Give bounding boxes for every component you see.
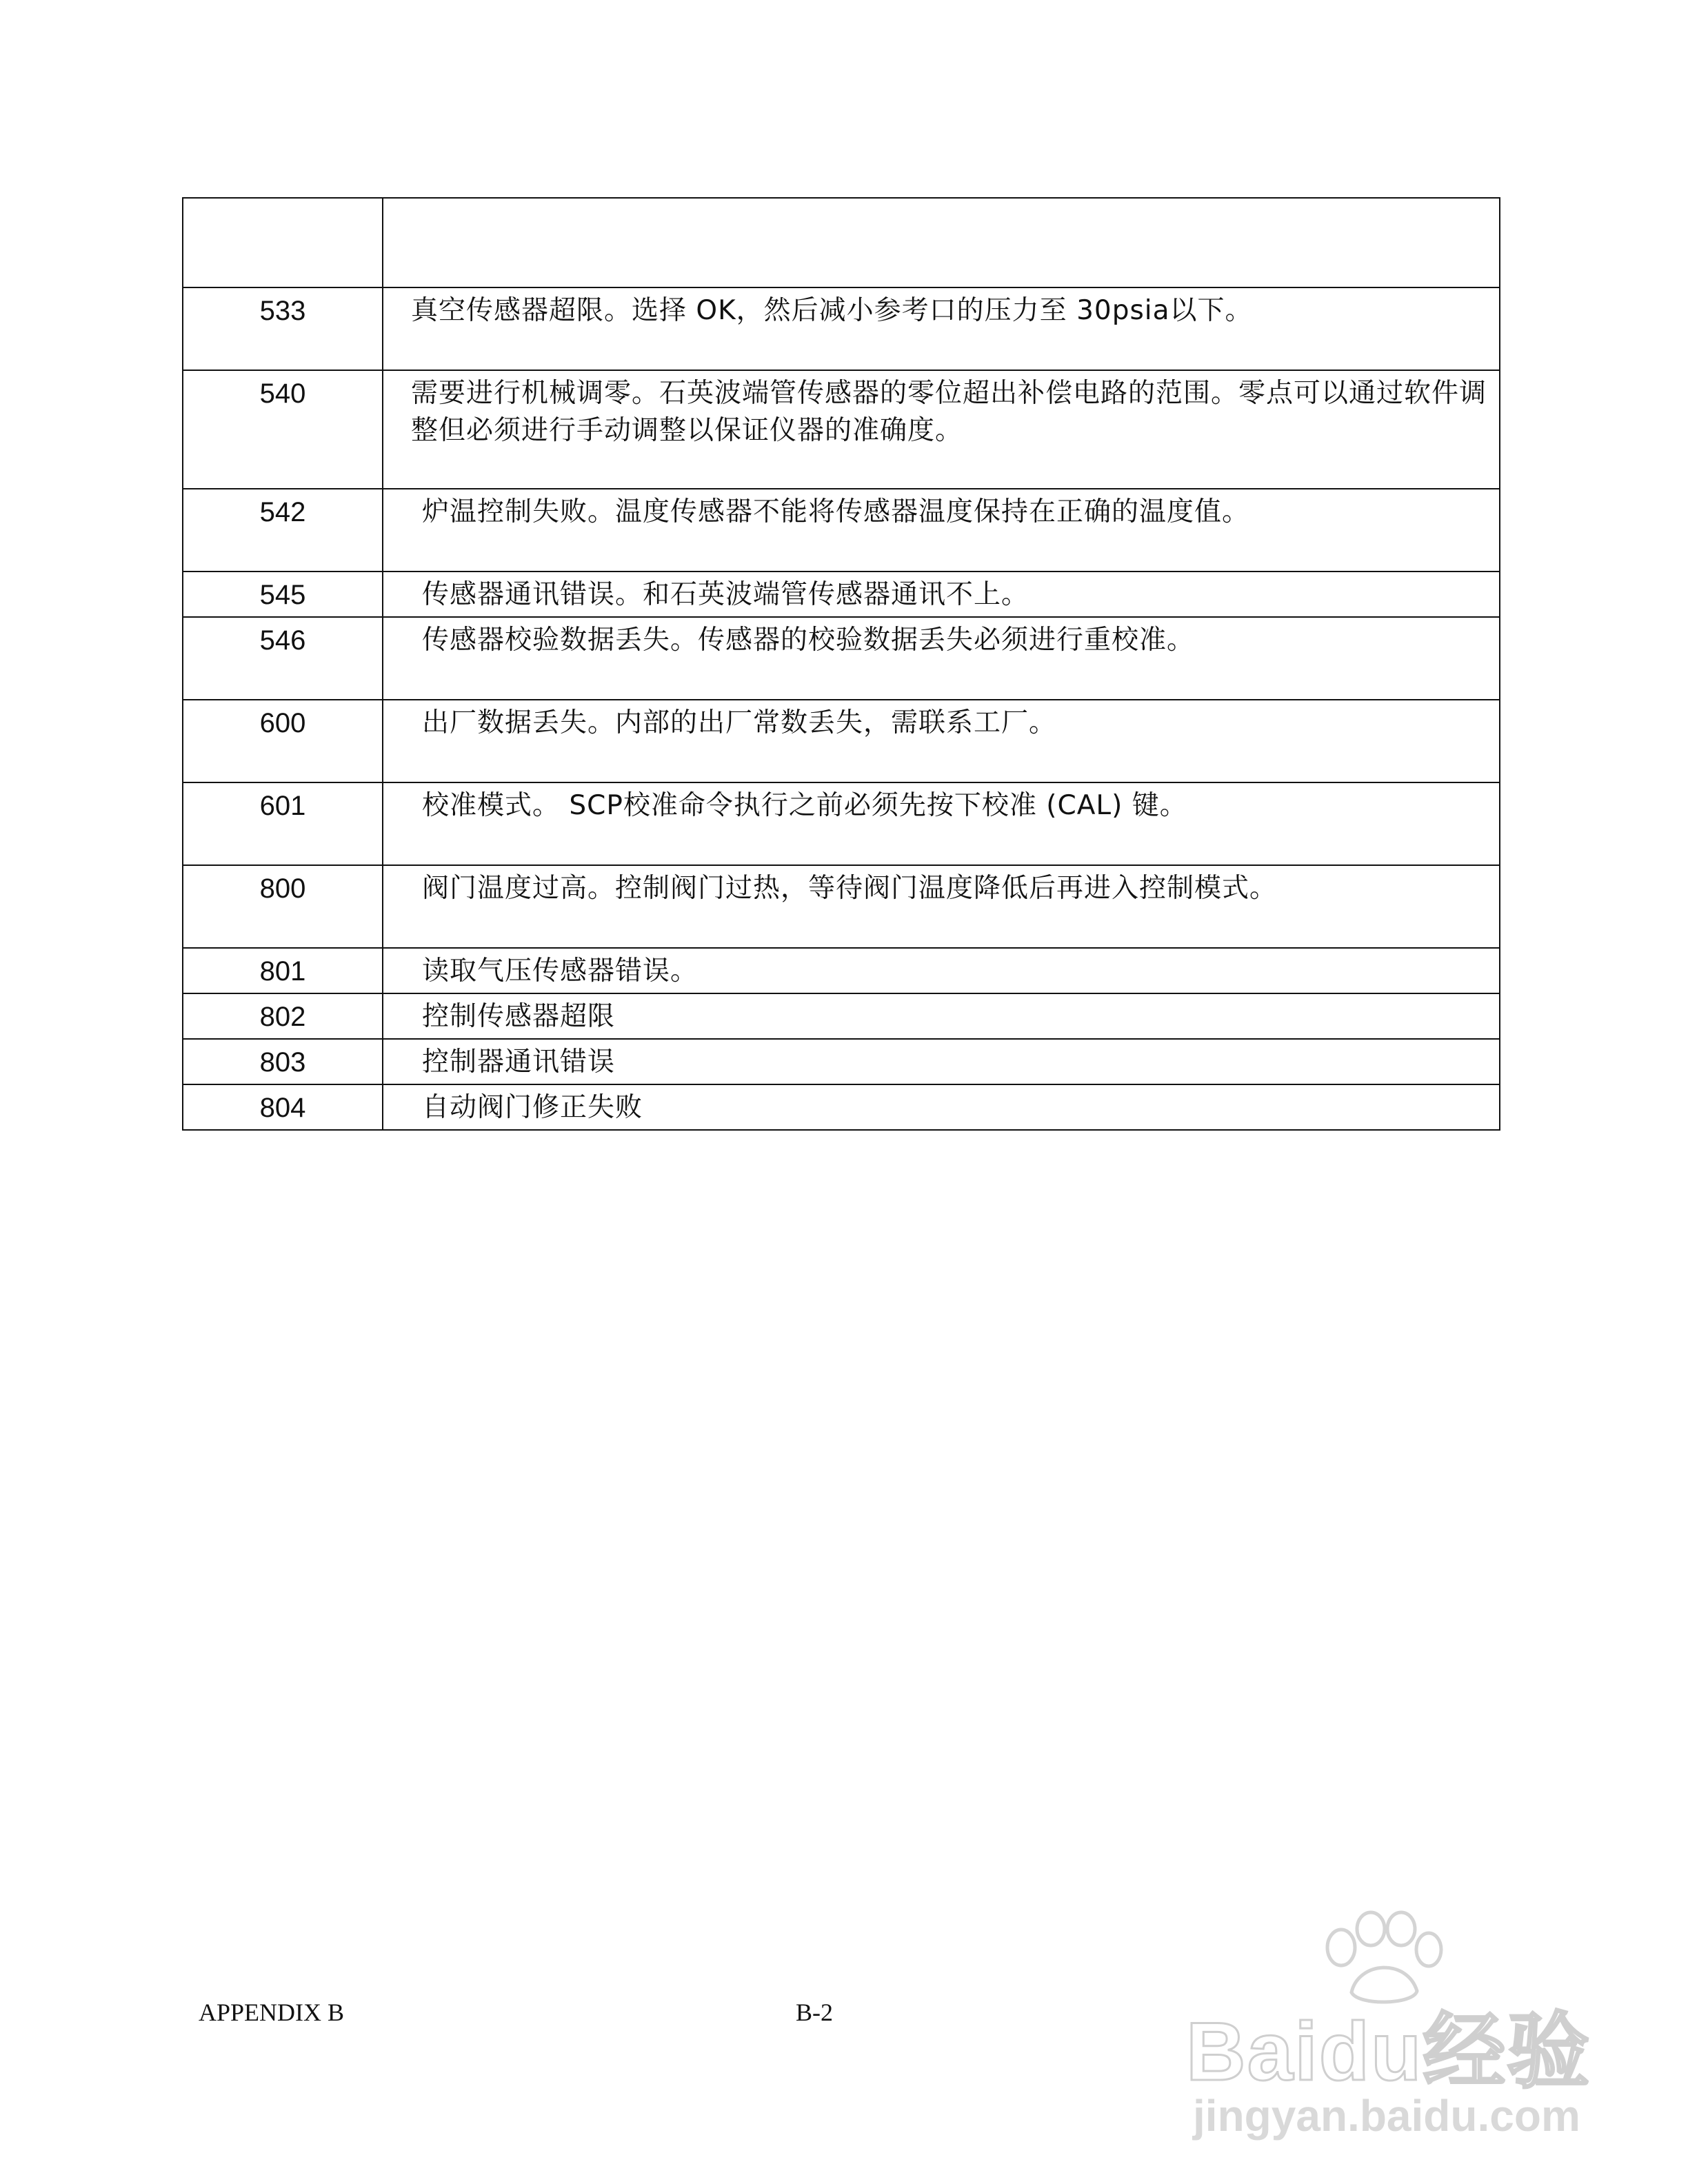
error-code: 600 <box>183 700 383 782</box>
table-row <box>183 1039 1500 1084</box>
error-code: 545 <box>183 572 383 617</box>
error-description: 需要进行机械调零。石英波端管传感器的零位超出补偿电路的范围。零点可以通过软件调整但必须进行手动调整以保证仪器的准确度。 <box>383 370 1500 489</box>
table-row <box>183 1084 1500 1130</box>
error-description: 读取气压传感器错误。 <box>383 948 1500 993</box>
error-description: 阀门温度过高。控制阀门过热，等待阀门温度降低后再进入控制模式。 <box>383 865 1500 948</box>
table-row <box>183 370 1500 489</box>
table-row <box>183 948 1500 993</box>
watermark-url: jingyan.baidu.com <box>1193 2091 1580 2141</box>
error-code: 533 <box>183 287 383 370</box>
footer-page-number: B-2 <box>796 1999 833 2026</box>
error-description: 传感器校验数据丢失。传感器的校验数据丢失必须进行重校准。 <box>383 617 1500 700</box>
error-description: 出厂数据丢失。内部的出厂常数丢失，需联系工厂。 <box>383 700 1500 782</box>
error-code: 546 <box>183 617 383 700</box>
table-row <box>183 617 1500 700</box>
table-row <box>183 700 1500 782</box>
header-description-cell <box>383 198 1500 287</box>
error-description: 传感器通讯错误。和石英波端管传感器通讯不上。 <box>383 572 1500 617</box>
baidu-watermark <box>1172 1910 1600 2165</box>
table-row <box>183 489 1500 572</box>
footer-appendix-label: APPENDIX B <box>199 1999 345 2026</box>
error-code: 542 <box>183 489 383 572</box>
watermark-logo-text: Baidu经验 <box>1186 2005 1591 2098</box>
table-row <box>183 865 1500 948</box>
table-row <box>183 572 1500 617</box>
error-description: 炉温控制失败。温度传感器不能将传感器温度保持在正确的温度值。 <box>383 489 1500 572</box>
error-code: 801 <box>183 948 383 993</box>
error-description: 控制传感器超限 <box>383 993 1500 1039</box>
table-header-row <box>183 198 1500 287</box>
table-row <box>183 782 1500 865</box>
header-code-cell <box>183 198 383 287</box>
error-code: 601 <box>183 782 383 865</box>
error-code: 803 <box>183 1039 383 1084</box>
error-code: 800 <box>183 865 383 948</box>
error-description: 控制器通讯错误 <box>383 1039 1500 1084</box>
table-row <box>183 993 1500 1039</box>
error-code-table <box>182 197 1500 1131</box>
error-description: 自动阀门修正失败 <box>383 1084 1500 1130</box>
error-description: 校准模式。 SCP校准命令执行之前必须先按下校准 (CAL) 键。 <box>383 782 1500 865</box>
error-code: 804 <box>183 1084 383 1130</box>
table-row <box>183 287 1500 370</box>
error-code: 540 <box>183 370 383 489</box>
error-description: 真空传感器超限。选择 OK，然后减小参考口的压力至 30psia以下。 <box>383 287 1500 370</box>
error-code: 802 <box>183 993 383 1039</box>
